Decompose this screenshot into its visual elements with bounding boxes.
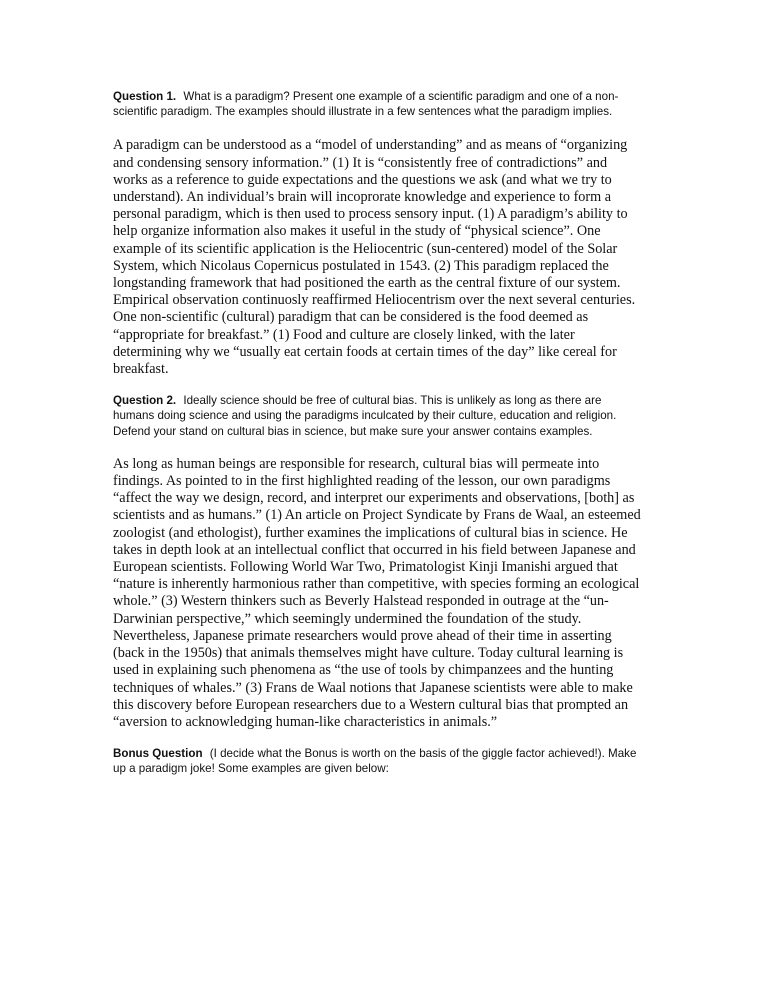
question-1-label: Question 1. bbox=[113, 90, 177, 103]
bonus-question-text: (I decide what the Bonus is worth on the basis of the giggle factor achieved!). Make up a paradigm joke! Some examples are given below: bbox=[113, 747, 637, 776]
question-2-answer: As long as human beings are responsible for research, cultural bias will permeate into findings. As pointed to in the first highlighted reading of the lesson, our own paradigms “affect the way we design, record, and interpret our experiments and observations, [both] as scientists and as humans.” (1) An article on Project Syndicate by Frans de Waal, an esteemed zoologist (and ethologist), further examines the implications of cultural bias in science. He takes in depth look at an intellectual conflict that occurred in his field between Japanese and European scientists. Following World War Two, Primatologist Kinji Imanishi argued that “nature is inherently harmonious rather than competitive, with species forming an ecological whole.” (3) Western thinkers such as Beverly Halstead responded in outrage at the “un-Darwinian perspective,” which seemingly undermined the foundation of the study. Nevertheless, Japanese primate researchers would prove ahead of their time in asserting (back in the 1950s) that animals themselves might have culture. Today cultural learning is used in explaining such phenomena as “the use of tools by chimpanzees and the hunting techniques of whales.” (3) Frans de Waal notions that Japanese scientists were able to make this discovery before European researchers due to a Western cultural bias that prompted an “aversion to acknowledging human-like characteristics in animals.” bbox=[113, 455, 641, 730]
question-2-text: Ideally science should be free of cultural bias. This is unlikely as long as there are humans doing science and using the paradigms inculcated by their culture, education and religion. Defend your stand on cultural bias in science, but make sure your answer contains examples. bbox=[113, 394, 617, 438]
question-1-answer: A paradigm can be understood as a “model of understanding” and as means of “organizing and condensing sensory information.” (1) It is “consistently free of contradictions” and works as a reference to guide expectations and the questions we ask (and what we try to understand). An individual’s brain will incoprorate knowledge and experience to form a personal paradigm, which is then used to process sensory input. (1) A paradigm’s ability to help organize information also makes it useful in the study of “physical science”. One example of its scientific application is the Heliocentric (sun-centered) model of the Solar System, which Nicolaus Copernicus postulated in 1543. (2) This paradigm replaced the longstanding framework that had positioned the earth as the central fixture of our system. Empirical observation continuosly reaffirmed Heliocentrism over the next several centuries. One non-scientific (cultural) paradigm that can be considered is the food deemed as “appropriate for breakfast.” (1) Food and culture are closely linked, with the later determining why we “usually eat certain foods at certain times of the day” like cereal for breakfast. bbox=[113, 137, 636, 378]
bonus-question-label: Bonus Question bbox=[113, 747, 203, 761]
question-2-prompt bbox=[113, 393, 643, 439]
question-1-text: What is a paradigm? Present one example of a scientific paradigm and one of a non-scientific paradigm. The examples should illustrate in a few sentences what the paradigm implies. bbox=[113, 90, 619, 119]
document-page bbox=[113, 89, 643, 777]
question-1-prompt bbox=[113, 89, 643, 119]
bonus-question-prompt bbox=[113, 746, 643, 776]
question-2-label: Question 2. bbox=[113, 394, 177, 408]
